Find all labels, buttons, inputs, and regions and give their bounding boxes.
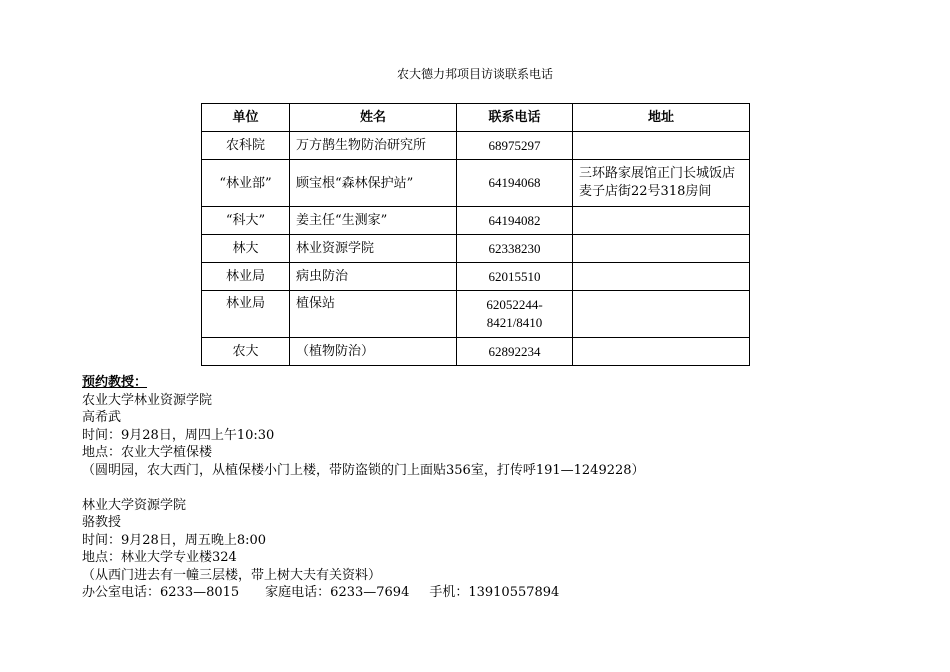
appointments-heading: 预约教授： (82, 375, 148, 390)
table-row (202, 291, 750, 338)
cell-address: 三环路家展馆正门长城饭店麦子店街22号318房间 (573, 160, 750, 207)
first-institution: 农业大学林业资源学院 (82, 392, 213, 408)
table-row (202, 132, 750, 160)
cell-unit: “林业部” (202, 160, 290, 207)
cell-unit: 林业局 (202, 263, 290, 291)
cell-address (573, 235, 750, 263)
cell-address (573, 132, 750, 160)
cell-phone: 62015510 (457, 263, 573, 291)
cell-name: 病虫防治 (290, 263, 457, 291)
header-address: 地址 (573, 104, 750, 132)
cell-address (573, 338, 750, 366)
header-phone: 联系电话 (457, 104, 573, 132)
cell-unit: 农大 (202, 338, 290, 366)
table-header-row (202, 104, 750, 132)
second-place: 地点：林业大学专业楼324 (82, 550, 237, 565)
second-time: 时间：9月28日，周五晚上8:00 (82, 532, 267, 548)
second-contacts (82, 584, 882, 602)
cell-phone: 62338230 (457, 235, 573, 263)
cell-address (573, 207, 750, 235)
cell-phone: 62052244-8421/8410 (457, 291, 573, 338)
cell-unit: 林大 (202, 235, 290, 263)
cell-unit: 农科院 (202, 132, 290, 160)
table-row (202, 235, 750, 263)
cell-name: 万方鹊生物防治研究所 (290, 132, 457, 160)
first-time: 时间：9月28日，周四上午10:30 (82, 427, 275, 443)
cell-name: 林业资源学院 (290, 235, 457, 263)
first-person: 高希武 (82, 410, 122, 425)
cell-name: （植物防治） (290, 338, 457, 366)
appointments-section (82, 374, 882, 602)
mobile-phone: 手机：13910557894 (429, 585, 560, 600)
first-note: （圆明园，农大西门，从植保楼小门上楼，带防盗锁的门上面贴356室，打传呼191—1249228） (82, 462, 645, 478)
cell-phone: 64194068 (457, 160, 573, 207)
second-institution: 林业大学资源学院 (82, 497, 187, 513)
first-place: 地点：农业大学植保楼 (82, 445, 213, 460)
table-row (202, 160, 750, 207)
cell-address (573, 263, 750, 291)
second-note: （从西门进去有一幢三层楼，带上树大夫有关资料） (82, 567, 382, 583)
cell-phone: 68975297 (457, 132, 573, 160)
cell-name: 姜主任“生测家” (290, 207, 457, 235)
spacer (82, 479, 882, 497)
header-name: 姓名 (290, 104, 457, 132)
table-row (202, 338, 750, 366)
cell-address (573, 291, 750, 338)
table-row (202, 207, 750, 235)
cell-phone: 62892234 (457, 338, 573, 366)
cell-phone: 64194082 (457, 207, 573, 235)
cell-unit: 林业局 (202, 291, 290, 338)
office-phone: 办公室电话：6233—8015 (82, 585, 240, 600)
second-person: 骆教授 (82, 515, 122, 530)
document-title: 农大德力邦项目访谈联系电话 (396, 67, 553, 81)
header-unit: 单位 (202, 104, 290, 132)
table-row (202, 263, 750, 291)
cell-unit: “科大” (202, 207, 290, 235)
contacts-table (201, 103, 750, 366)
cell-name: 顾宝根“森林保护站” (290, 160, 457, 207)
home-phone: 家庭电话：6233—7694 (265, 585, 410, 600)
cell-name: 植保站 (290, 291, 457, 338)
